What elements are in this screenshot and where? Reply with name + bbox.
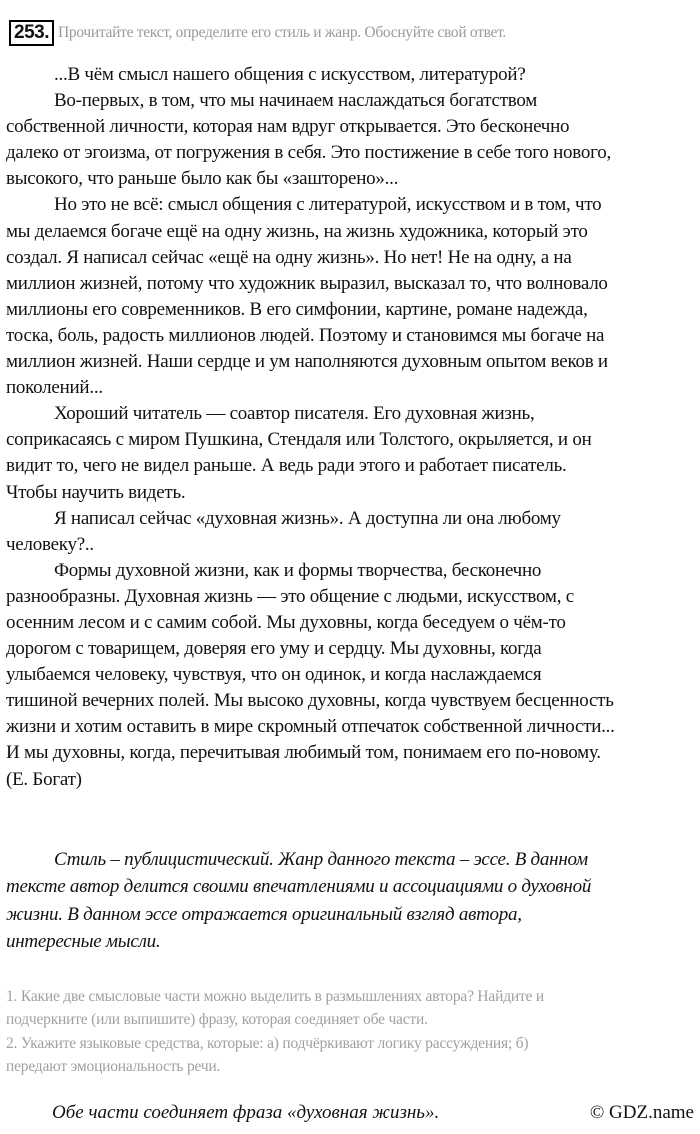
- text-line: поколений...: [6, 377, 103, 399]
- text-line: 2. Укажите языковые средства, которые: а) подчёркивают логику рассуждения; б): [6, 1034, 529, 1052]
- text-line: улыбаемся человеку, чувствуя, что он одинок, и когда наслаждаемся: [6, 664, 542, 686]
- text-line: Формы духовной жизни, как и формы творчества, бесконечно: [54, 559, 542, 581]
- text-line: создал. Я написал сейчас «ещё на одну жизнь». Но нет! Не на одну, а на: [6, 246, 572, 268]
- text-line: тексте автор делится своими впечатлениями и ассоциациями о духовной: [6, 876, 592, 898]
- text-line: человеку?..: [6, 533, 94, 555]
- text-line: 1. Какие две смысловые части можно выделить в размышлениях автора? Найдите и: [6, 988, 544, 1005]
- final-answer: Обе части соединяет фраза «духовная жизнь».: [52, 1102, 440, 1123]
- exercise-task: Прочитайте текст, определите его стиль и жанр. Обоснуйте свой ответ.: [57, 24, 507, 41]
- text-line: тоска, боль, радость миллионов людей. Поэтому и становимся мы богаче на: [6, 324, 605, 346]
- text-line: Во-первых, в том, что мы начинаем наслаждаться богатством: [54, 90, 538, 112]
- text-line: разнообразны. Духовная жизнь — это общение с людьми, искусством, с: [6, 585, 574, 607]
- text-line: Чтобы научить видеть.: [6, 481, 186, 503]
- text-line: собственной личности, которая нам вдруг открывается. Это бесконечно: [6, 116, 570, 138]
- text-line: мы делаемся богаче ещё на одну жизнь, на жизнь художника, который это: [6, 220, 588, 242]
- text-line: Но это не всё: смысл общения с литературой, искусством и в том, что: [54, 194, 602, 216]
- text-line: подчеркните (или выпишите) фразу, которая соединяет обе части.: [6, 1011, 428, 1029]
- text-line: Стиль – публицистический. Жанр данного текста – эссе. В данном: [54, 849, 588, 870]
- text-line: высокого, что раньше было как бы «зашторено»...: [6, 168, 399, 190]
- text-line: жизни и хотим оставить в мире скромный отпечаток собственной личности...: [6, 716, 615, 738]
- text-line: передают эмоциональность речи.: [6, 1057, 221, 1075]
- text-line: тишиной вечерних полей. Мы высоко духовны, когда чувствуем бесценность: [6, 690, 614, 712]
- copyright: © GDZ.name: [589, 1102, 694, 1123]
- exercise-header: [9, 20, 506, 46]
- text-line: миллион жизней. Наши сердце и ум наполняются духовным опытом веков и: [6, 351, 608, 373]
- text-line: жизни. В данном эссе отражается оригинальный взгляд автора,: [6, 903, 522, 925]
- text-line: интересные мысли.: [6, 930, 161, 952]
- text-line: И мы духовны, когда, перечитывая любимый том, понимаем его по-новому.: [6, 742, 601, 764]
- text-line: (Е. Богат): [6, 768, 82, 790]
- text-line: ...В чём смысл нашего общения с искусством, литературой?: [54, 64, 526, 85]
- main-text: [6, 62, 698, 793]
- text-line: далеко от эгоизма, от погружения в себя. Это постижение в себе того нового,: [6, 142, 611, 164]
- text-line: миллионы его современников. В его симфонии, картине, романе надежда,: [6, 298, 588, 320]
- text-line: осенним лесом и с самим собой. Мы духовны, когда беседуем о чём-то: [6, 611, 566, 633]
- text-line: дорогом с товарищем, доверяя его уму и сердцу. Мы духовны, когда: [6, 638, 542, 660]
- text-line: миллион жизней, потому что художник выразил, высказал то, что волновало: [6, 272, 608, 294]
- questions: [6, 985, 544, 1078]
- text-line: видит то, чего не видел раньше. А ведь ради этого и работает писатель.: [6, 455, 567, 477]
- text-line: Я написал сейчас «духовная жизнь». А доступна ли она любому: [54, 507, 561, 529]
- text-line: Хороший читатель — соавтор писателя. Его духовная жизнь,: [54, 403, 535, 425]
- exercise-number: 253.: [9, 20, 54, 46]
- answer-text: [6, 847, 698, 956]
- text-line: соприкасаясь с миром Пушкина, Стендаля или Толстого, окрыляется, и он: [6, 429, 592, 451]
